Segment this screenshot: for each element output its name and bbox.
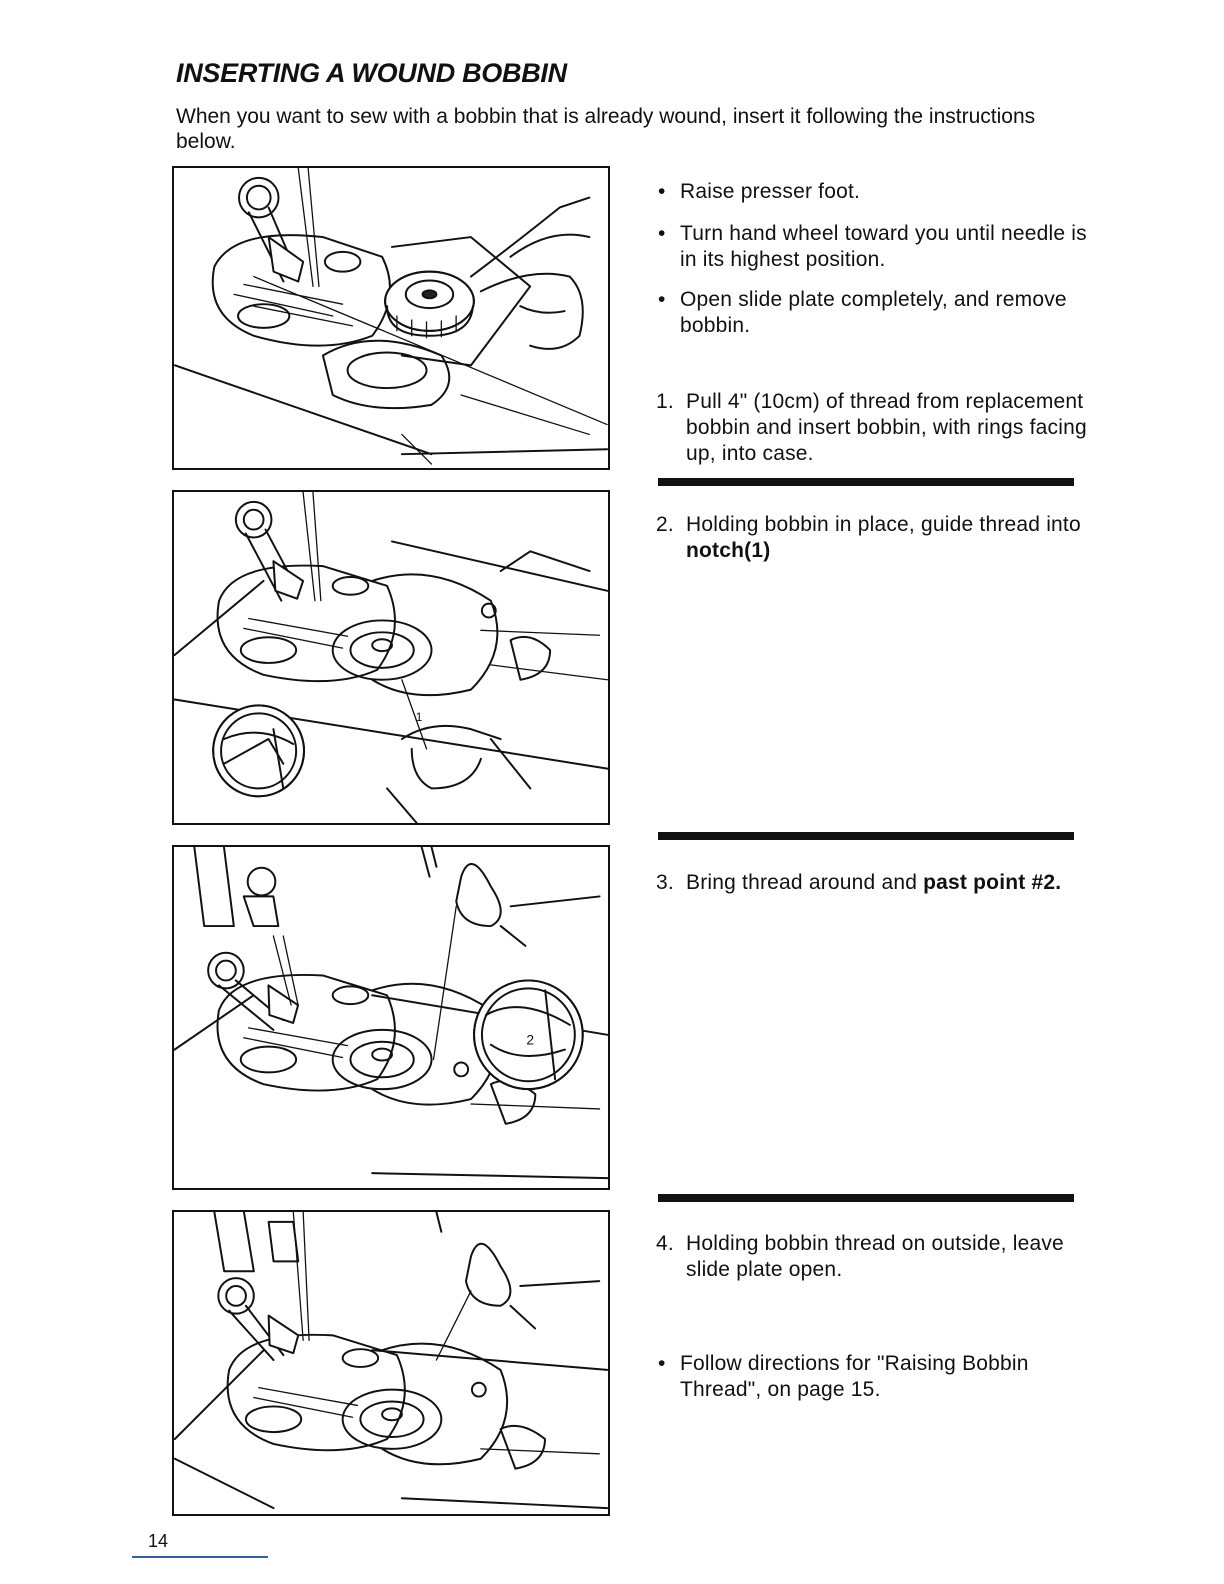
step-1 (656, 389, 1096, 467)
page-title: INSERTING A WOUND BOBBIN (176, 58, 567, 88)
instruction-text: Turn hand wheel toward you until needle is in its highest position. (680, 222, 1087, 271)
section-divider (658, 832, 1074, 840)
step-3 (656, 870, 1096, 896)
thread-around-point-illustration-icon (174, 847, 608, 1188)
instruction-text: Raise presser foot. (680, 180, 861, 203)
instruction-text: Follow directions for "Raising Bobbin Thread", on page 15. (680, 1352, 1029, 1401)
figure-4 (172, 1210, 610, 1516)
step-text: Bring thread around and (686, 871, 924, 894)
intro-text: When you want to sew with a bobbin that is already wound, insert it following the instructions below. (176, 105, 1036, 153)
step-emphasis: notch(1) (686, 539, 771, 562)
figure-1 (172, 166, 610, 470)
step-number: 2. (656, 513, 674, 536)
instruction-turn-hand-wheel (656, 221, 1096, 273)
instruction-follow-directions (656, 1351, 1096, 1403)
step-emphasis: past point #2. (923, 871, 1062, 894)
instruction-text: Open slide plate completely, and remove bobbin. (680, 288, 1067, 337)
footer-rule (132, 1556, 268, 1558)
instruction-raise-presser-foot (656, 179, 1096, 205)
step-number: 4. (656, 1232, 674, 1255)
instruction-open-slide-plate (656, 287, 1096, 339)
section-divider (658, 478, 1074, 486)
section-divider (658, 1194, 1074, 1202)
bullet-mark: • (658, 180, 666, 203)
figure-2 (172, 490, 610, 825)
figure-2-label: 1 (415, 710, 423, 725)
figure-3 (172, 845, 610, 1190)
figure-3-label: 2 (526, 1031, 535, 1048)
step-4 (656, 1231, 1096, 1283)
slide-plate-open-illustration-icon (174, 1212, 608, 1514)
step-text: Holding bobbin thread on outside, leave slide plate open. (686, 1232, 1064, 1281)
step-number: 3. (656, 871, 674, 894)
step-2 (656, 512, 1096, 564)
notch-guide-illustration-icon (174, 492, 608, 823)
page-number: 14 (148, 1531, 169, 1551)
step-text: Pull 4" (10cm) of thread from replacement bobbin and insert bobbin, with rings facing up, into case. (686, 390, 1087, 465)
bobbin-insert-illustration-icon (174, 168, 608, 468)
step-text: Holding bobbin in place, guide thread into (686, 513, 1081, 536)
step-number: 1. (656, 390, 674, 413)
bullet-mark: • (658, 222, 666, 245)
bullet-mark: • (658, 288, 666, 311)
bullet-mark: • (658, 1352, 666, 1375)
